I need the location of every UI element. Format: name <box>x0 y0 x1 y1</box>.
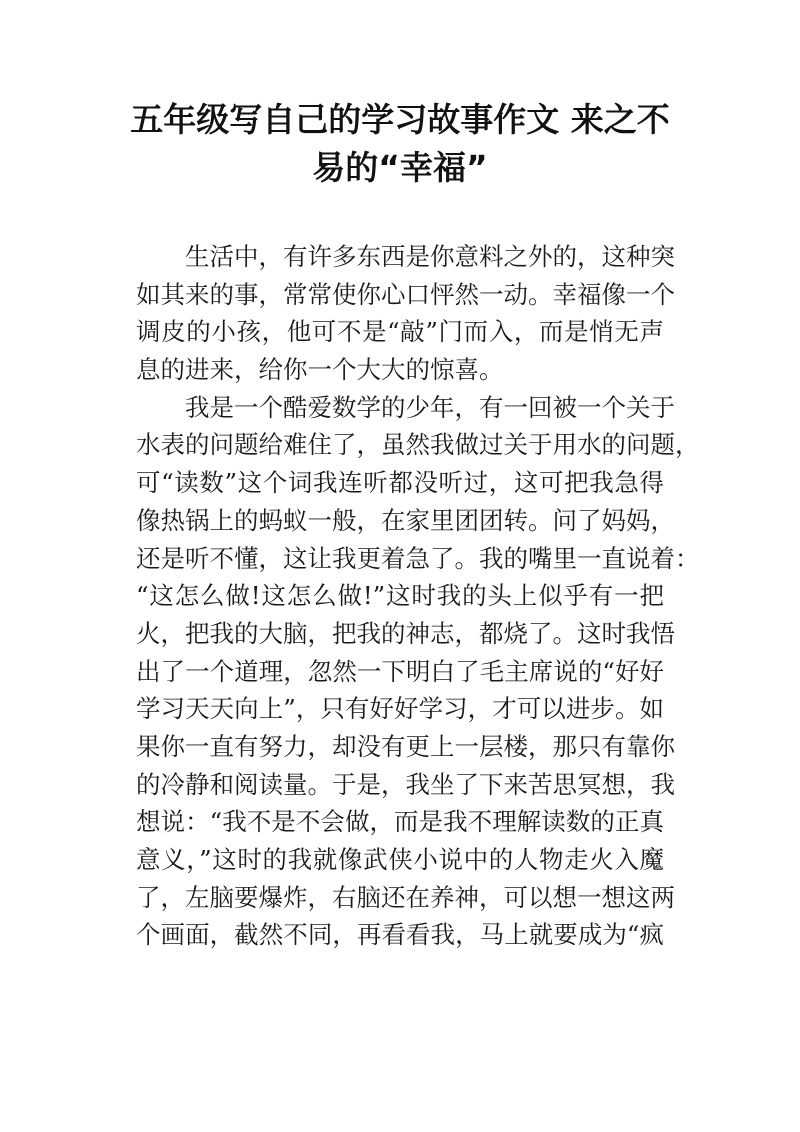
text-line: 调皮的小孩，他可不是“敲”门而入，而是悄无声 <box>136 317 664 347</box>
text-line: 像热锅上的蚂蚁一般，在家里团团转。问了妈妈， <box>136 505 675 535</box>
text-line: “这怎么做!这怎么做!”这时我的头上似乎有一把 <box>136 581 664 611</box>
text-line: 息的进来，给你一个大大的惊喜。 <box>136 355 504 385</box>
text-line: 水表的问题给难住了，虽然我做过关于用水的问题， <box>136 430 700 460</box>
text-line: 生活中，有许多东西是你意料之外的，这种突 <box>185 242 675 271</box>
paragraph-1 <box>136 238 675 389</box>
text-line: 火，把我的大脑，把我的神志，都烧了。这时我悟 <box>136 618 675 648</box>
paragraph-2 <box>136 389 700 954</box>
document-body <box>136 238 700 954</box>
text-line: 想说：“我不是不会做，而是我不理解读数的正真 <box>136 807 664 837</box>
title-line: 易的“幸福” <box>312 148 488 187</box>
text-line: 意义，”这时的我就像武侠小说中的人物走火入魔 <box>136 845 664 874</box>
text-line: 个画面，截然不同，再看看我，马上就要成为“疯 <box>136 920 664 950</box>
text-line: 了，左脑要爆炸，右脑还在养神，可以想一想这两 <box>136 882 675 912</box>
text-line: 还是听不懂，这让我更着急了。我的嘴里一直说着： <box>136 543 700 573</box>
document-title <box>110 96 690 192</box>
text-line: 学习天天向上”，只有好好学习，才可以进步。如 <box>136 694 664 724</box>
text-line: 的冷静和阅读量。于是，我坐了下来苦思冥想，我 <box>136 769 675 799</box>
title-line: 五年级写自己的学习故事作文 来之不 <box>130 100 670 139</box>
text-line: 我是一个酷爱数学的少年，有一回被一个关于 <box>185 392 675 422</box>
text-line: 可“读数”这个词我连听都没听过，这可把我急得 <box>136 468 664 498</box>
text-line: 如其来的事，常常使你心口怦然一动。幸福像一个 <box>136 279 675 309</box>
text-line: 出了一个道理，忽然一下明白了毛主席说的“好好 <box>136 656 664 686</box>
text-line: 果你一直有努力，却没有更上一层楼，那只有靠你 <box>136 731 675 761</box>
